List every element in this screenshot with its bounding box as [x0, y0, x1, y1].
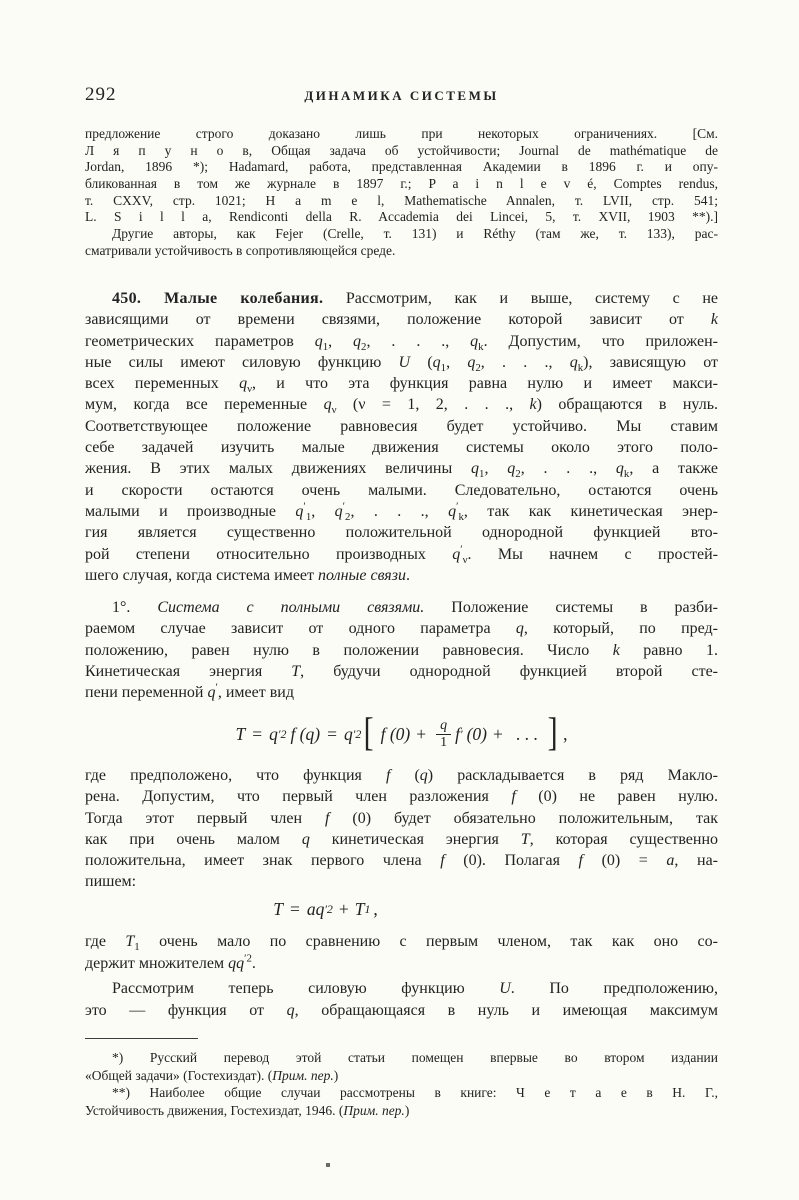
running-title: ДИНАМИКА СИСТЕМЫ: [304, 88, 499, 103]
plus-sign: +: [338, 898, 349, 919]
text-line: жения. В этих малых движениях величины $q_1$, $q_2$, . . ., $q_k$, а также: [85, 460, 718, 480]
math-term: f: [455, 723, 460, 744]
equals-sign: =: [327, 723, 337, 744]
text-line: L. S i l l a, Rendiconti della R. Accademia dei Lincei, 5, т. XVII, 1903 **).]: [85, 209, 718, 225]
subsection-1-paragraph: [85, 597, 718, 703]
text-line: Jordan, 1896 *); Hadamard, работа, представленная Академии в 1896 г. и опу-: [85, 159, 718, 175]
left-bracket: [: [363, 709, 374, 754]
text-line: малыми и производные $q'_1$, $q'_2$, . . ., $q'_k$, так как кинетическая энер-: [85, 500, 718, 523]
text-line: 450. Малые колебания. Рассмотрим, как и выше, систему с не: [112, 290, 718, 307]
math-term: T: [354, 898, 365, 919]
force-function-paragraph: [85, 978, 718, 1023]
formula-T-aq: T = aq ′2 + T 1 ,: [273, 898, 378, 919]
scan-speck: [326, 1163, 330, 1167]
text-line: всех переменных $q_\nu$, и что эта функция равна нулю и имеет макси-: [85, 375, 718, 395]
math-term: T: [235, 723, 246, 744]
math-term: aq: [306, 898, 325, 919]
text-line: как при очень малом q кинетическая энергия T, которая существенно: [85, 830, 718, 848]
text-line: положению, равен нулю в положении равновесия. Число k равно 1.: [85, 641, 718, 659]
intro-paragraph: [85, 126, 718, 260]
text-line: «Общей задачи» (Гостехиздат). (Прим. пер.): [85, 1067, 339, 1083]
text-line: Л я п у н о в, Общая задача об устойчивости; Journal de mathématique de: [85, 142, 718, 158]
text-line: Кинетическая энергия T, будучи однородной функцией второй сте-: [85, 662, 718, 680]
page-number: 292: [85, 84, 117, 105]
right-bracket: ]: [547, 709, 558, 754]
text-line: **) Наиболее общие случаи рассмотрены в книге: Ч е т а е в Н. Г.,: [112, 1085, 718, 1101]
text-line: Рассмотрим теперь силовую функцию U. По предположению,: [112, 980, 718, 997]
text-line: пени переменной q′, имеет вид: [85, 682, 294, 702]
footnote-separator: [85, 1038, 198, 1039]
T1-paragraph: [85, 931, 718, 976]
text-line: ные силы имеют силовую функцию U ($q_1$, $q_2$, . . ., $q_k$), зависящую от: [85, 353, 718, 374]
section-450-paragraph: [85, 288, 718, 586]
fraction: [436, 719, 451, 751]
text-line: рена. Допустим, что первый член разложения f (0) не равен нулю.: [85, 788, 718, 806]
text-line: где $T_1$ очень мало по сравнению с первым членом, так как оно со-: [85, 933, 718, 954]
text-line: рой степени относительно производных $q'_\nu$. Мы начнем с простей-: [85, 543, 718, 565]
text-line: это — функция от q, обращающаяся в нуль и имеющая максимум: [85, 1002, 718, 1020]
footnotes: [85, 1049, 718, 1120]
text-line: *) Русский перевод этой статьи помещен впервые во втором издании: [112, 1050, 718, 1065]
text-line: Устойчивость движения, Гостехиздат, 1946. (Прим. пер.): [85, 1103, 410, 1119]
formula-kinetic-energy-expansion: T = q ′2 f (q) = q ′2 [ f (0) + $\frac{q}{1}$ f ′ (0) + . . . ] ,: [235, 709, 568, 754]
math-term: f (0): [380, 723, 411, 744]
math-term: (0): [466, 723, 488, 744]
math-term: T: [273, 898, 283, 919]
text-line: пишем:: [85, 873, 137, 891]
text-line: мум, когда все переменные $q_\nu$ (ν = 1, 2, . . ., k) обращаются в нуль.: [85, 396, 718, 416]
text-line: бликованная в том же журнале в 1897 г.; P a i n l e v é, Comptes rendus,: [85, 176, 718, 192]
equals-sign: =: [252, 723, 263, 744]
text-line: Соответствующее положение равновесия будет устойчиво. Мы ставим: [85, 417, 718, 435]
text-line: 1°. Система с полными связями. Положение системы в разби-: [112, 599, 718, 616]
math-term: q: [343, 723, 353, 744]
text-line: раемом случае зависит от одного параметра q, который, по пред-: [85, 620, 718, 638]
text-line: и скорости остаются очень малыми. Следовательно, остаются очень: [85, 481, 718, 499]
text-line: гия является существенно положительной однородной функцией вто-: [85, 524, 718, 542]
plus-sign: +: [416, 723, 427, 744]
equals-sign: =: [289, 898, 300, 919]
text-line: предложение строго доказано лишь при некоторых ограничениях. [См.: [85, 126, 718, 141]
text-line: т. CXXV, стр. 1021; H a m e l, Mathematische Annalen, т. LVII, стр. 541;: [85, 192, 718, 208]
text-line: сматривали устойчивость в сопротивляющейся среде.: [85, 242, 396, 258]
math-term: q: [269, 723, 278, 744]
text-line: зависящими от времени связями, положение которой зависит от k: [85, 311, 718, 329]
text-line: держит множителем $qq^{'2}$.: [85, 953, 256, 973]
page-header: [85, 84, 718, 106]
text-line: Тогда этот первый член f (0) будет обязательно положительным, так: [85, 809, 718, 827]
text-line: положительна, имеет знак первого члена f (0). Полагая f (0) = a, на-: [85, 852, 718, 870]
text-line: Другие авторы, как Fejer (Crelle, т. 131) и Réthy (там же, т. 133), рас-: [112, 226, 718, 242]
fraction-denominator: 1: [436, 734, 451, 751]
fraction-numerator: q: [440, 718, 448, 734]
comma: ,: [563, 723, 568, 744]
math-term: f (q): [290, 723, 321, 744]
text-line: себе задачей изучить малые движения системы около этого поло-: [85, 439, 718, 457]
comma: ,: [373, 898, 378, 919]
text-line: шего случая, когда система имеет полные связи.: [85, 566, 410, 584]
text-line: геометрических параметров $q_1$, $q_2$, . . ., $q_k$. Допустим, что приложен-: [85, 332, 718, 352]
ellipsis: . . .: [515, 723, 538, 744]
plus-sign: +: [493, 723, 503, 744]
maclaurin-paragraph: [85, 765, 718, 893]
text-line: где предположено, что функция f (q) раскладывается в ряд Макло-: [85, 767, 718, 784]
